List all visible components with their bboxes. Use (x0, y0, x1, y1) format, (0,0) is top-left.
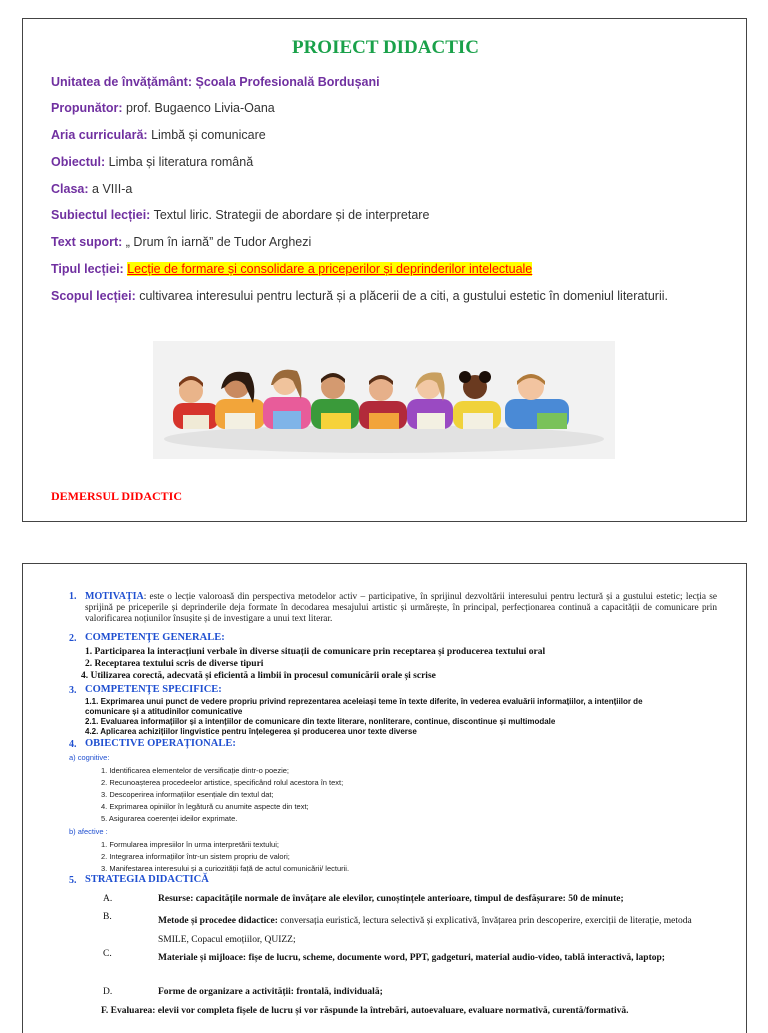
obiective-cognitive-label: a) cognitive: (69, 753, 110, 762)
item-number: 1. (69, 591, 77, 602)
motivatia-paragraph: MOTIVAȚIA: este o lecție valoroasă din perspectiva metodelor activ – participative, în sprijinul dezvoltării interesului pentru lectură și a gustului estetic; lecția se sprijină pe priceperile și deprinderile deja formate în decodarea mesajului artistic și urmărește, în principal, perfecționarea continuă a capacității de comunicare prin valorificarea noțiunilor însușite și de investigare a unui text literar. (85, 591, 717, 624)
strategia-row: Forme de organizare a activității: frontală, individuală; (158, 987, 383, 997)
competenta-specifica-item: 2.1. Evaluarea informațiilor și a intențiilor de comunicare din texte literare, nonliterare, continue, discontinue și multimodale (85, 717, 556, 726)
competenta-generala-item: 2. Receptarea textului scris de diverse tipuri (85, 659, 264, 669)
obiectiv-item: 4. Exprimarea opiniilor în legătură cu anumite aspecte din text; (101, 802, 309, 811)
field-lesson-type: Tipul lecției: Lecție de formare și consolidare a priceperilor și deprinderilor intelectuale (51, 262, 533, 276)
page-2 (22, 563, 747, 1033)
strategia-letter: C. (103, 949, 112, 959)
competenta-specifica-item: comunicare și a atitudinilor comunicative (85, 707, 243, 716)
section-title-demers: DEMERSUL DIDACTIC (51, 489, 183, 503)
obiectiv-item: 1. Formularea impresiilor în urma interpretării textului; (101, 840, 279, 849)
obiectiv-item: 2. Integrarea informațiilor într-un sistem propriu de valori; (101, 852, 290, 861)
obiectiv-item: 2. Recunoașterea procedeelor artistice, specificând rolul acestora în text; (101, 778, 344, 787)
field-lesson-topic: Subiectul lecției: Textul liric. Strategii de abordare și de interpretare (51, 208, 430, 222)
item-number: 5. (69, 875, 77, 886)
obiective-afective-label: b) afective : (69, 827, 108, 836)
competenta-specifica-item: 4.2. Aplicarea achizițiilor lingvistice pentru înțelegerea și producerea unor texte diverse (85, 727, 417, 736)
strategia-row: Resurse: capacitățile normale de învățare ale elevilor, cunoștințele anterioare, timpul de desfășurare: 50 de minute; (158, 894, 624, 904)
field-teacher: Propunător: prof. Bugaenco Livia-Oana (51, 101, 275, 115)
item-number: 4. (69, 739, 77, 750)
field-curricular-area: Aria curriculară: Limbă și comunicare (51, 128, 266, 142)
competenta-specifica-item: 1.1. Exprimarea unui punct de vedere propriu privind reprezentarea aceleiași teme în texte diferite, în vederea evaluării informațiilor, a intențiilor de (85, 697, 643, 706)
competenta-generala-item: 4. Utilizarea corectă, adecvată și eficientă a limbii în procesul comunicării orale și scrise (81, 671, 436, 681)
page-1 (22, 18, 747, 522)
obiectiv-item: 3. Descoperirea informațiilor esențiale din textul dat; (101, 790, 274, 799)
strategia-row: Metode și procedee didactice: conversația euristică, lectura selectivă și explicativă, învățarea prin descoperire, exerciții de literație, metoda SMILE, Copacul emoțiilor, QUIZZ; (158, 916, 692, 945)
field-lesson-goal: Scopul lecției: cultivarea interesului pentru lectură și a plăcerii de a citi, a gustului estetic în domeniul literaturii. (51, 289, 668, 303)
strategia-letter: B. (103, 912, 112, 922)
field-support-text: Text suport: „ Drum în iarnă” de Tudor Arghezi (51, 235, 312, 249)
obiectiv-item: 5. Asigurarea coerenței ideilor exprimate. (101, 814, 238, 823)
children-reading-image (153, 341, 615, 459)
competente-generale-heading: COMPETENȚE GENERALE: (85, 632, 225, 643)
obiectiv-item: 1. Identificarea elementelor de versificație dintr-o poezie; (101, 766, 290, 775)
strategia-letter: D. (103, 987, 113, 997)
field-class: Clasa: a VIII-a (51, 182, 133, 196)
strategia-row: Materiale și mijloace: fișe de lucru, scheme, documente word, PPT, gadgeturi, material audio-video, tablă interactivă, laptop; (158, 953, 665, 963)
evaluare-line: F. Evaluarea: elevii vor completa fișele de lucru și vor răspunde la întrebări, autoevaluare, evaluare normativă, curentă/formativă. (101, 1006, 629, 1016)
strategia-heading: STRATEGIA DIDACTICĂ (85, 874, 209, 885)
field-subject: Obiectul: Limba și literatura română (51, 155, 254, 169)
competenta-generala-item: 1. Participarea la interacțiuni verbale în diverse situații de comunicare prin receptarea și producerea textului oral (85, 647, 546, 657)
strategia-letter: A. (103, 894, 113, 904)
obiectiv-item: 3. Manifestarea interesului și a curiozității față de actul comunicării/ lecturii. (101, 864, 350, 873)
obiective-heading: OBIECTIVE OPERAȚIONALE: (85, 738, 236, 749)
competente-specifice-heading: COMPETENȚE SPECIFICE: (85, 684, 222, 695)
item-number: 3. (69, 685, 77, 696)
field-school: Unitatea de învățământ: Școala Profesională Bordușani (51, 75, 380, 89)
document-title: PROIECT DIDACTIC (291, 37, 480, 58)
item-number: 2. (69, 633, 77, 644)
